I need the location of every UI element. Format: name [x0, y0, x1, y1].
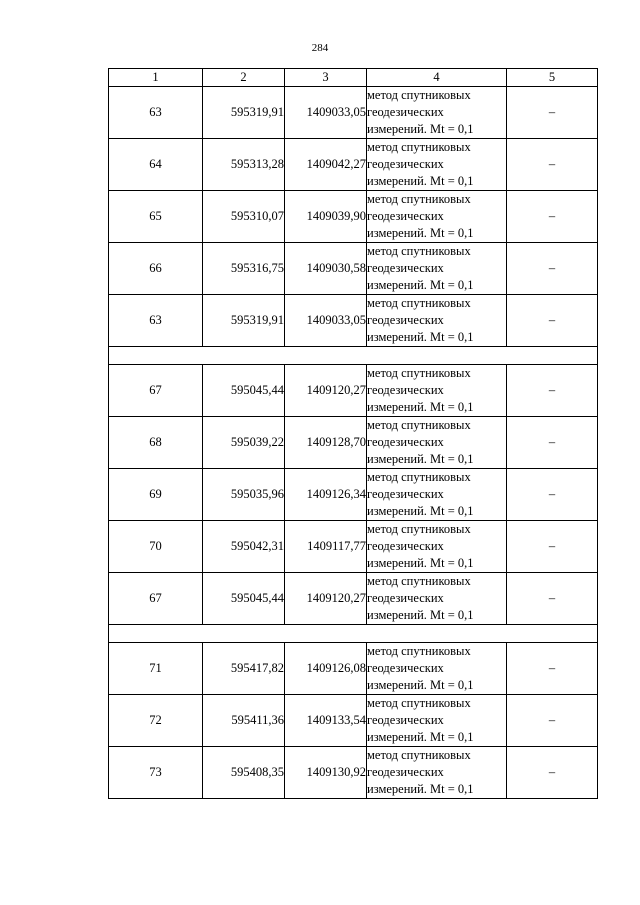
header-row	[109, 69, 598, 87]
note-cell: –	[507, 243, 598, 295]
method-cell	[367, 243, 507, 295]
method-text-line: геодезических	[367, 765, 444, 779]
note-cell: –	[507, 573, 598, 625]
point-number-cell: 63	[109, 295, 203, 347]
method-text-line: измерений. Mt = 0,1	[367, 730, 474, 744]
x-coordinate-cell: 595408,35	[203, 747, 285, 799]
method-text-line: измерений. Mt = 0,1	[367, 122, 474, 136]
y-coordinate-cell: 1409033,05	[285, 295, 367, 347]
table-row	[109, 243, 598, 295]
y-coordinate-cell: 1409033,05	[285, 87, 367, 139]
method-cell	[367, 191, 507, 243]
method-text-line: геодезических	[367, 713, 444, 727]
x-coordinate-cell: 595417,82	[203, 643, 285, 695]
note-cell: –	[507, 695, 598, 747]
separator-cell	[109, 625, 598, 643]
method-text-line: метод спутниковых	[367, 192, 471, 206]
point-number-cell: 73	[109, 747, 203, 799]
point-number-cell: 66	[109, 243, 203, 295]
table-row	[109, 365, 598, 417]
method-text-line: измерений. Mt = 0,1	[367, 174, 474, 188]
method-text-line: метод спутниковых	[367, 296, 471, 310]
point-number-cell: 64	[109, 139, 203, 191]
method-text-line: измерений. Mt = 0,1	[367, 226, 474, 240]
method-text-line: геодезических	[367, 435, 444, 449]
note-cell: –	[507, 139, 598, 191]
method-text-line: метод спутниковых	[367, 88, 471, 102]
note-cell: –	[507, 417, 598, 469]
table-row	[109, 87, 598, 139]
method-text-line: геодезических	[367, 539, 444, 553]
method-text-line: геодезических	[367, 261, 444, 275]
group-separator-row	[109, 347, 598, 365]
method-text-line: измерений. Mt = 0,1	[367, 452, 474, 466]
y-coordinate-cell: 1409039,90	[285, 191, 367, 243]
x-coordinate-cell: 595411,36	[203, 695, 285, 747]
method-cell	[367, 747, 507, 799]
method-cell	[367, 469, 507, 521]
method-text-line: метод спутниковых	[367, 140, 471, 154]
method-cell	[367, 295, 507, 347]
method-cell	[367, 365, 507, 417]
y-coordinate-cell: 1409126,34	[285, 469, 367, 521]
method-text-line: измерений. Mt = 0,1	[367, 608, 474, 622]
column-header-4: 4	[367, 69, 507, 87]
point-number-cell: 68	[109, 417, 203, 469]
method-cell	[367, 695, 507, 747]
point-number-cell: 67	[109, 573, 203, 625]
method-text-line: метод спутниковых	[367, 244, 471, 258]
note-cell: –	[507, 191, 598, 243]
x-coordinate-cell: 595042,31	[203, 521, 285, 573]
table-row	[109, 295, 598, 347]
x-coordinate-cell: 595045,44	[203, 365, 285, 417]
table-row	[109, 191, 598, 243]
method-text-line: геодезических	[367, 661, 444, 675]
method-cell	[367, 521, 507, 573]
x-coordinate-cell: 595310,07	[203, 191, 285, 243]
method-text-line: измерений. Mt = 0,1	[367, 330, 474, 344]
x-coordinate-cell: 595316,75	[203, 243, 285, 295]
method-text-line: измерений. Mt = 0,1	[367, 556, 474, 570]
y-coordinate-cell: 1409130,92	[285, 747, 367, 799]
note-cell: –	[507, 365, 598, 417]
method-text-line: метод спутниковых	[367, 522, 471, 536]
point-number-cell: 65	[109, 191, 203, 243]
table-body	[109, 87, 598, 799]
table-row	[109, 417, 598, 469]
x-coordinate-cell: 595039,22	[203, 417, 285, 469]
method-text-line: измерений. Mt = 0,1	[367, 400, 474, 414]
point-number-cell: 70	[109, 521, 203, 573]
y-coordinate-cell: 1409030,58	[285, 243, 367, 295]
method-text-line: геодезических	[367, 591, 444, 605]
point-number-cell: 72	[109, 695, 203, 747]
coordinates-table	[108, 68, 598, 799]
point-number-cell: 63	[109, 87, 203, 139]
note-cell: –	[507, 747, 598, 799]
point-number-cell: 69	[109, 469, 203, 521]
x-coordinate-cell: 595035,96	[203, 469, 285, 521]
y-coordinate-cell: 1409128,70	[285, 417, 367, 469]
note-cell: –	[507, 87, 598, 139]
method-text-line: метод спутниковых	[367, 644, 471, 658]
note-cell: –	[507, 469, 598, 521]
column-header-5: 5	[507, 69, 598, 87]
method-text-line: метод спутниковых	[367, 418, 471, 432]
table-row	[109, 139, 598, 191]
method-text-line: метод спутниковых	[367, 366, 471, 380]
method-cell	[367, 87, 507, 139]
column-header-3: 3	[285, 69, 367, 87]
method-cell	[367, 573, 507, 625]
group-separator-row	[109, 625, 598, 643]
method-cell	[367, 417, 507, 469]
method-text-line: геодезических	[367, 209, 444, 223]
point-number-cell: 67	[109, 365, 203, 417]
method-text-line: геодезических	[367, 105, 444, 119]
method-text-line: измерений. Mt = 0,1	[367, 504, 474, 518]
method-text-line: метод спутниковых	[367, 748, 471, 762]
table-row	[109, 747, 598, 799]
separator-cell	[109, 347, 598, 365]
method-cell	[367, 643, 507, 695]
page-number: 284	[311, 42, 329, 54]
y-coordinate-cell: 1409042,27	[285, 139, 367, 191]
point-number-cell: 71	[109, 643, 203, 695]
method-text-line: измерений. Mt = 0,1	[367, 278, 474, 292]
y-coordinate-cell: 1409117,77	[285, 521, 367, 573]
table-row	[109, 521, 598, 573]
method-text-line: геодезических	[367, 383, 444, 397]
note-cell: –	[507, 643, 598, 695]
note-cell: –	[507, 521, 598, 573]
table-row	[109, 469, 598, 521]
method-text-line: измерений. Mt = 0,1	[367, 782, 474, 796]
method-text-line: измерений. Mt = 0,1	[367, 678, 474, 692]
method-text-line: геодезических	[367, 313, 444, 327]
column-header-2: 2	[203, 69, 285, 87]
column-header-1: 1	[109, 69, 203, 87]
table-row	[109, 695, 598, 747]
method-cell	[367, 139, 507, 191]
x-coordinate-cell: 595319,91	[203, 87, 285, 139]
method-text-line: метод спутниковых	[367, 470, 471, 484]
method-text-line: метод спутниковых	[367, 696, 471, 710]
note-cell: –	[507, 295, 598, 347]
method-text-line: геодезических	[367, 157, 444, 171]
x-coordinate-cell: 595319,91	[203, 295, 285, 347]
x-coordinate-cell: 595045,44	[203, 573, 285, 625]
y-coordinate-cell: 1409126,08	[285, 643, 367, 695]
y-coordinate-cell: 1409120,27	[285, 573, 367, 625]
method-text-line: геодезических	[367, 487, 444, 501]
table-row	[109, 643, 598, 695]
y-coordinate-cell: 1409120,27	[285, 365, 367, 417]
y-coordinate-cell: 1409133,54	[285, 695, 367, 747]
table-row	[109, 573, 598, 625]
x-coordinate-cell: 595313,28	[203, 139, 285, 191]
method-text-line: метод спутниковых	[367, 574, 471, 588]
